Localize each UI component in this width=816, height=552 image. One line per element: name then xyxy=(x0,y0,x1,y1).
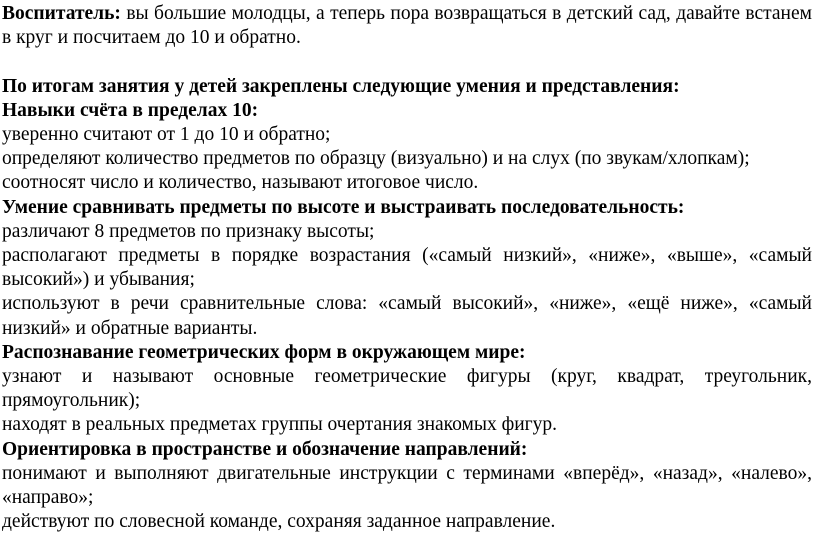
list-item: используют в речи сравнительные слова: «самый высокий», «ниже», «ещё ниже», «самый низкий» и обратные варианты. xyxy=(2,293,812,339)
blank-line xyxy=(2,50,812,74)
list-item: соотносят число и количество, называют итоговое число. xyxy=(2,172,479,194)
list-item: уверенно считают от 1 до 10 и обратно; xyxy=(2,124,331,145)
list-item: узнают и называют основные геометрические фигуры (круг, квадрат, треугольник, прямоугольник); xyxy=(2,366,812,412)
list-item: действуют по словесной команде, сохраняя заданное направление. xyxy=(2,511,556,533)
intro-paragraph xyxy=(2,2,812,50)
section-heading-height-comparison: Умение сравнивать предметы по высоте и выстраивать последовательность: xyxy=(2,196,685,218)
section-heading-geometric-shapes: Распознавание геометрических форм в окружающем мире: xyxy=(2,341,526,363)
document-page xyxy=(2,2,812,534)
speaker-label: Воспитатель: xyxy=(2,3,121,24)
list-item: находят в реальных предметах группы очертания знакомых фигур. xyxy=(2,414,558,436)
list-item: понимают и выполняют двигательные инструкции с терминами «вперёд», «назад», «налево», «направо»; xyxy=(2,462,812,509)
section-heading-counting: Навыки счёта в пределах 10: xyxy=(2,99,259,121)
list-item: определяют количество предметов по образцу (визуально) и на слух (по звукам/хлопкам); xyxy=(2,148,750,170)
intro-text: вы большие молодцы, а теперь пора возвращаться в детский сад, давайте встанем в круг и посчитаем до 10 и обратно. xyxy=(2,3,812,49)
section-heading-spatial-orientation: Ориентировка в пространстве и обозначение направлений: xyxy=(2,438,528,460)
list-item: располагают предметы в порядке возрастания («самый низкий», «ниже», «выше», «самый высокий») и убывания; xyxy=(2,245,812,291)
list-item: различают 8 предметов по признаку высоты; xyxy=(2,220,375,242)
summary-heading: По итогам занятия у детей закреплены следующие умения и представления: xyxy=(2,75,680,97)
